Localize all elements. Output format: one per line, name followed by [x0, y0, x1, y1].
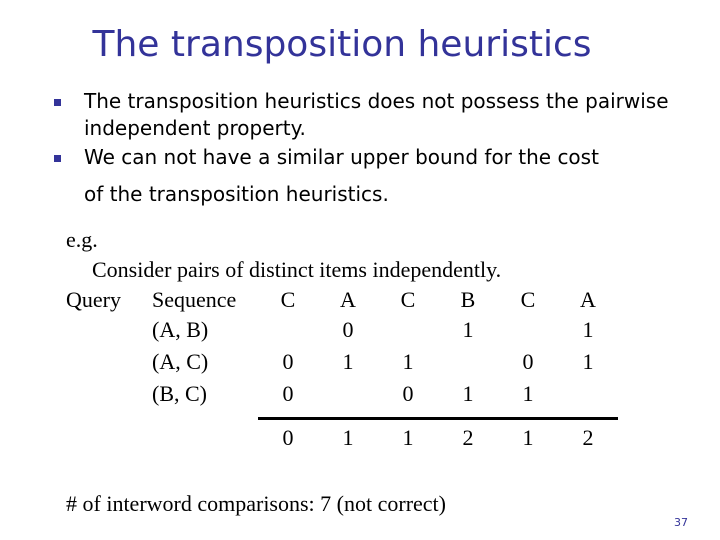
- bullet-list: [48, 88, 688, 208]
- header-column: C: [280, 287, 296, 312]
- slide-title: The transposition heuristics: [92, 24, 592, 65]
- total-cell: 1: [522, 425, 534, 450]
- comparison-summary: # of interword comparisons: 7 (not correct): [66, 491, 446, 516]
- table-cell: 0: [522, 349, 534, 374]
- bullet-text-continued: of the transposition heuristics.: [84, 182, 389, 206]
- total-cell: 0: [282, 425, 294, 450]
- total-cell: 2: [582, 425, 594, 450]
- example-instruction: Consider pairs of distinct items independently.: [92, 257, 502, 282]
- square-bullet-icon: [54, 155, 61, 162]
- row-label: (A, B): [152, 317, 209, 342]
- table-cell: 1: [582, 349, 594, 374]
- table-cell: 0: [342, 317, 354, 342]
- table-cell: 1: [462, 317, 474, 342]
- header-column: B: [460, 287, 476, 312]
- totals-divider: [258, 417, 618, 420]
- row-label: (A, C): [152, 349, 209, 374]
- comparison-table: [66, 287, 666, 467]
- table-cell: 0: [282, 381, 294, 406]
- bullet-text: The transposition heuristics does not possess the pairwise independent property.: [84, 89, 669, 140]
- bullet-text: We can not have a similar upper bound for the cost: [84, 145, 599, 169]
- example-label: e.g.: [66, 227, 98, 252]
- header-sequence: Sequence: [152, 287, 237, 312]
- square-bullet-icon: [54, 99, 61, 106]
- bullet-item: [48, 144, 688, 208]
- header-query: Query: [66, 287, 121, 312]
- header-column: A: [340, 287, 356, 312]
- bullet-item: [48, 88, 688, 142]
- table-cell: 1: [402, 349, 414, 374]
- table-cell: 0: [282, 349, 294, 374]
- table-cell: 1: [582, 317, 594, 342]
- table-cell: 0: [402, 381, 414, 406]
- table-cell: 1: [462, 381, 474, 406]
- table-cell: 1: [522, 381, 534, 406]
- slide-number: 37: [674, 516, 688, 529]
- total-cell: 2: [462, 425, 474, 450]
- table-cell: 1: [342, 349, 354, 374]
- row-label: (B, C): [152, 381, 207, 406]
- header-column: C: [520, 287, 536, 312]
- total-cell: 1: [402, 425, 414, 450]
- total-cell: 1: [342, 425, 354, 450]
- header-column: C: [400, 287, 416, 312]
- header-column: A: [580, 287, 596, 312]
